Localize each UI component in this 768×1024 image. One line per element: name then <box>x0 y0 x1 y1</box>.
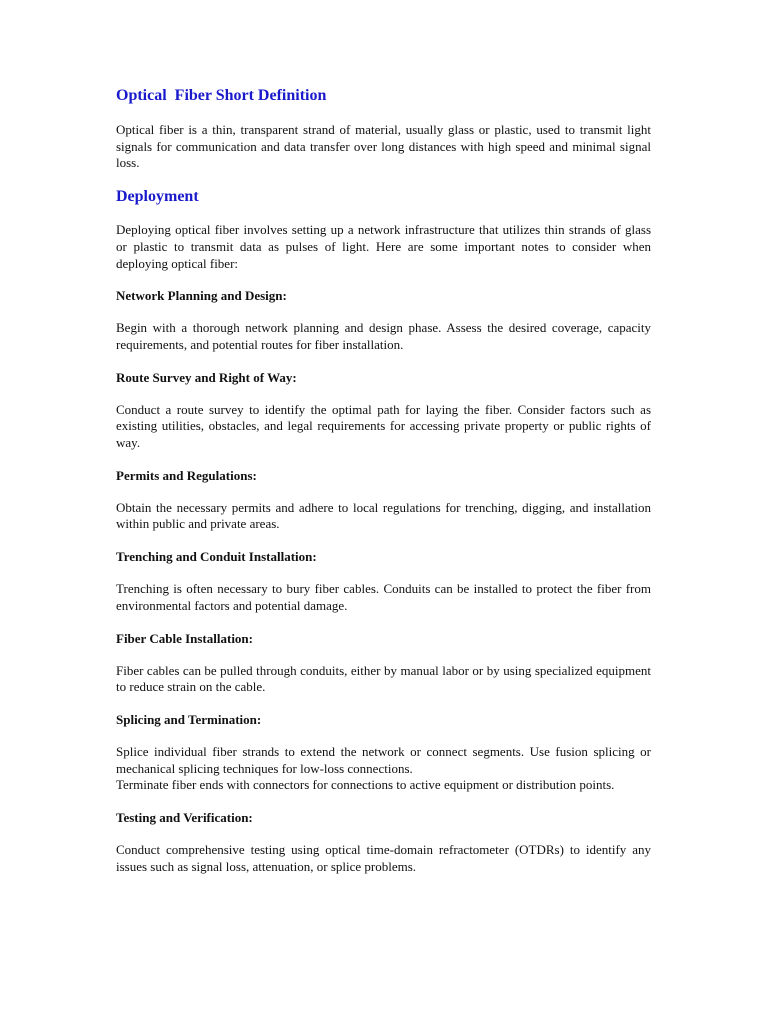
deployment-intro-paragraph: Deploying optical fiber involves setting up a network infrastructure that utilizes thin strands of glass or plastic to transmit data as pulses of light. Here are some important notes to consider when deploying optical fiber: <box>116 222 651 271</box>
intro-paragraph: Optical fiber is a thin, transparent strand of material, usually glass or plastic, used to transmit light signals for communication and data transfer over long distances with high speed and minimal signal loss. <box>116 122 651 171</box>
section-heading: Fiber Cable Installation: <box>116 630 253 646</box>
deployment-heading: Deployment <box>116 188 199 206</box>
section-heading: Network Planning and Design: <box>116 288 287 304</box>
deployment-sections <box>116 272 651 875</box>
section-paragraph: Obtain the necessary permits and adhere to local regulations for trenching, digging, and installation within public and private areas. <box>116 499 651 532</box>
section-paragraph: Begin with a thorough network planning and design phase. Assess the desired coverage, capacity requirements, and potential routes for fiber installation. <box>116 320 651 352</box>
section-heading: Route Survey and Right of Way: <box>116 369 297 385</box>
section-paragraph: Fiber cables can be pulled through conduits, either by manual labor or by using specialized equipment to reduce strain on the cable. <box>116 662 651 695</box>
section-paragraph: Terminate fiber ends with connectors for connections to active equipment or distribution points. <box>116 777 615 793</box>
section-paragraph: Conduct a route survey to identify the optimal path for laying the fiber. Consider factors such as existing utilities, obstacles, and legal requirements for accessing private property or public rights of way. <box>116 401 651 451</box>
section-heading: Permits and Regulations: <box>116 467 257 483</box>
section-heading: Splicing and Termination: <box>116 711 262 727</box>
document-page <box>116 86 651 875</box>
section-paragraph: Conduct comprehensive testing using optical time-domain refractometer (OTDRs) to identify any issues such as signal loss, attenuation, or splice problems. <box>116 842 651 874</box>
section-heading: Testing and Verification: <box>116 810 253 826</box>
section-paragraph: Splice individual fiber strands to extend the network or connect segments. Use fusion splicing or mechanical splicing techniques for low-loss connections. <box>116 743 651 776</box>
document-title: Optical Fiber Short Definition <box>116 87 327 104</box>
section-paragraph: Trenching is often necessary to bury fiber cables. Conduits can be installed to protect the fiber from environmental factors and potential damage. <box>116 581 651 613</box>
section-heading: Trenching and Conduit Installation: <box>116 549 317 565</box>
